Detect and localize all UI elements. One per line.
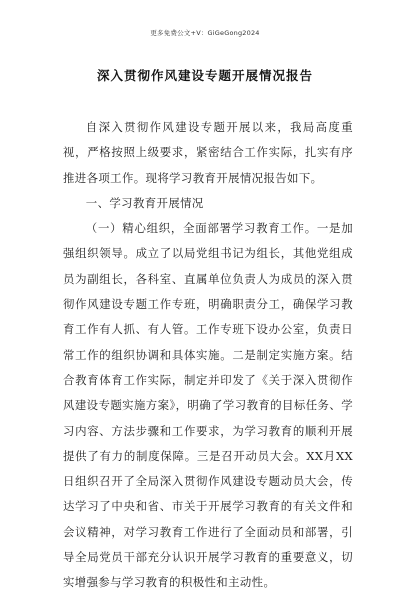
section-1-paragraph-1: （一）精心组织，全面部署学习教育工作。一是加强组织领导。成立了以局党组书记为组长，其他党组成员为副组长，各科室、直属单位负责人为成员的深入贯彻作风建设专题工作专班，明确职责分工，确保学习教育工作有人抓、有人管。工作专班下设办公室，负责日常工作的组织协调和具体实施。二是制定实施方案。结合教育体育工作实际，制定并印发了《关于深入贯彻作风建设专题实施方案》，明确了学习教育的目标任务、学习内容、方法步骤和工作要求，为学习教育的顺利开展提供了有力的制度保障。三是召开动员大会。XX月XX日组织召开了全局深入贯彻作风建设专题动员大会，传达学习了中央和省、市关于开展学习教育的有关文件和会议精神，对学习教育工作进行了全面动员和部署，引导全局党员干部充分认识开展学习教育的重要意义，切实增强参与学习教育的积极性和主动性。: [63, 221, 353, 590]
section-heading-1: 一、学习教育开展情况: [85, 195, 204, 210]
document-title: 深入贯彻作风建设专题开展情况报告: [96, 68, 313, 83]
document-body: [63, 115, 353, 596]
header-note: 更多免费公文+V：GiGeGong2024: [150, 29, 260, 37]
intro-paragraph: 自深入贯彻作风建设专题开展以来，我局高度重视，严格按照上级要求，紧密结合工作实际，扎实有序推进各项工作。现将学习教育开展情况报告如下。: [63, 120, 353, 185]
